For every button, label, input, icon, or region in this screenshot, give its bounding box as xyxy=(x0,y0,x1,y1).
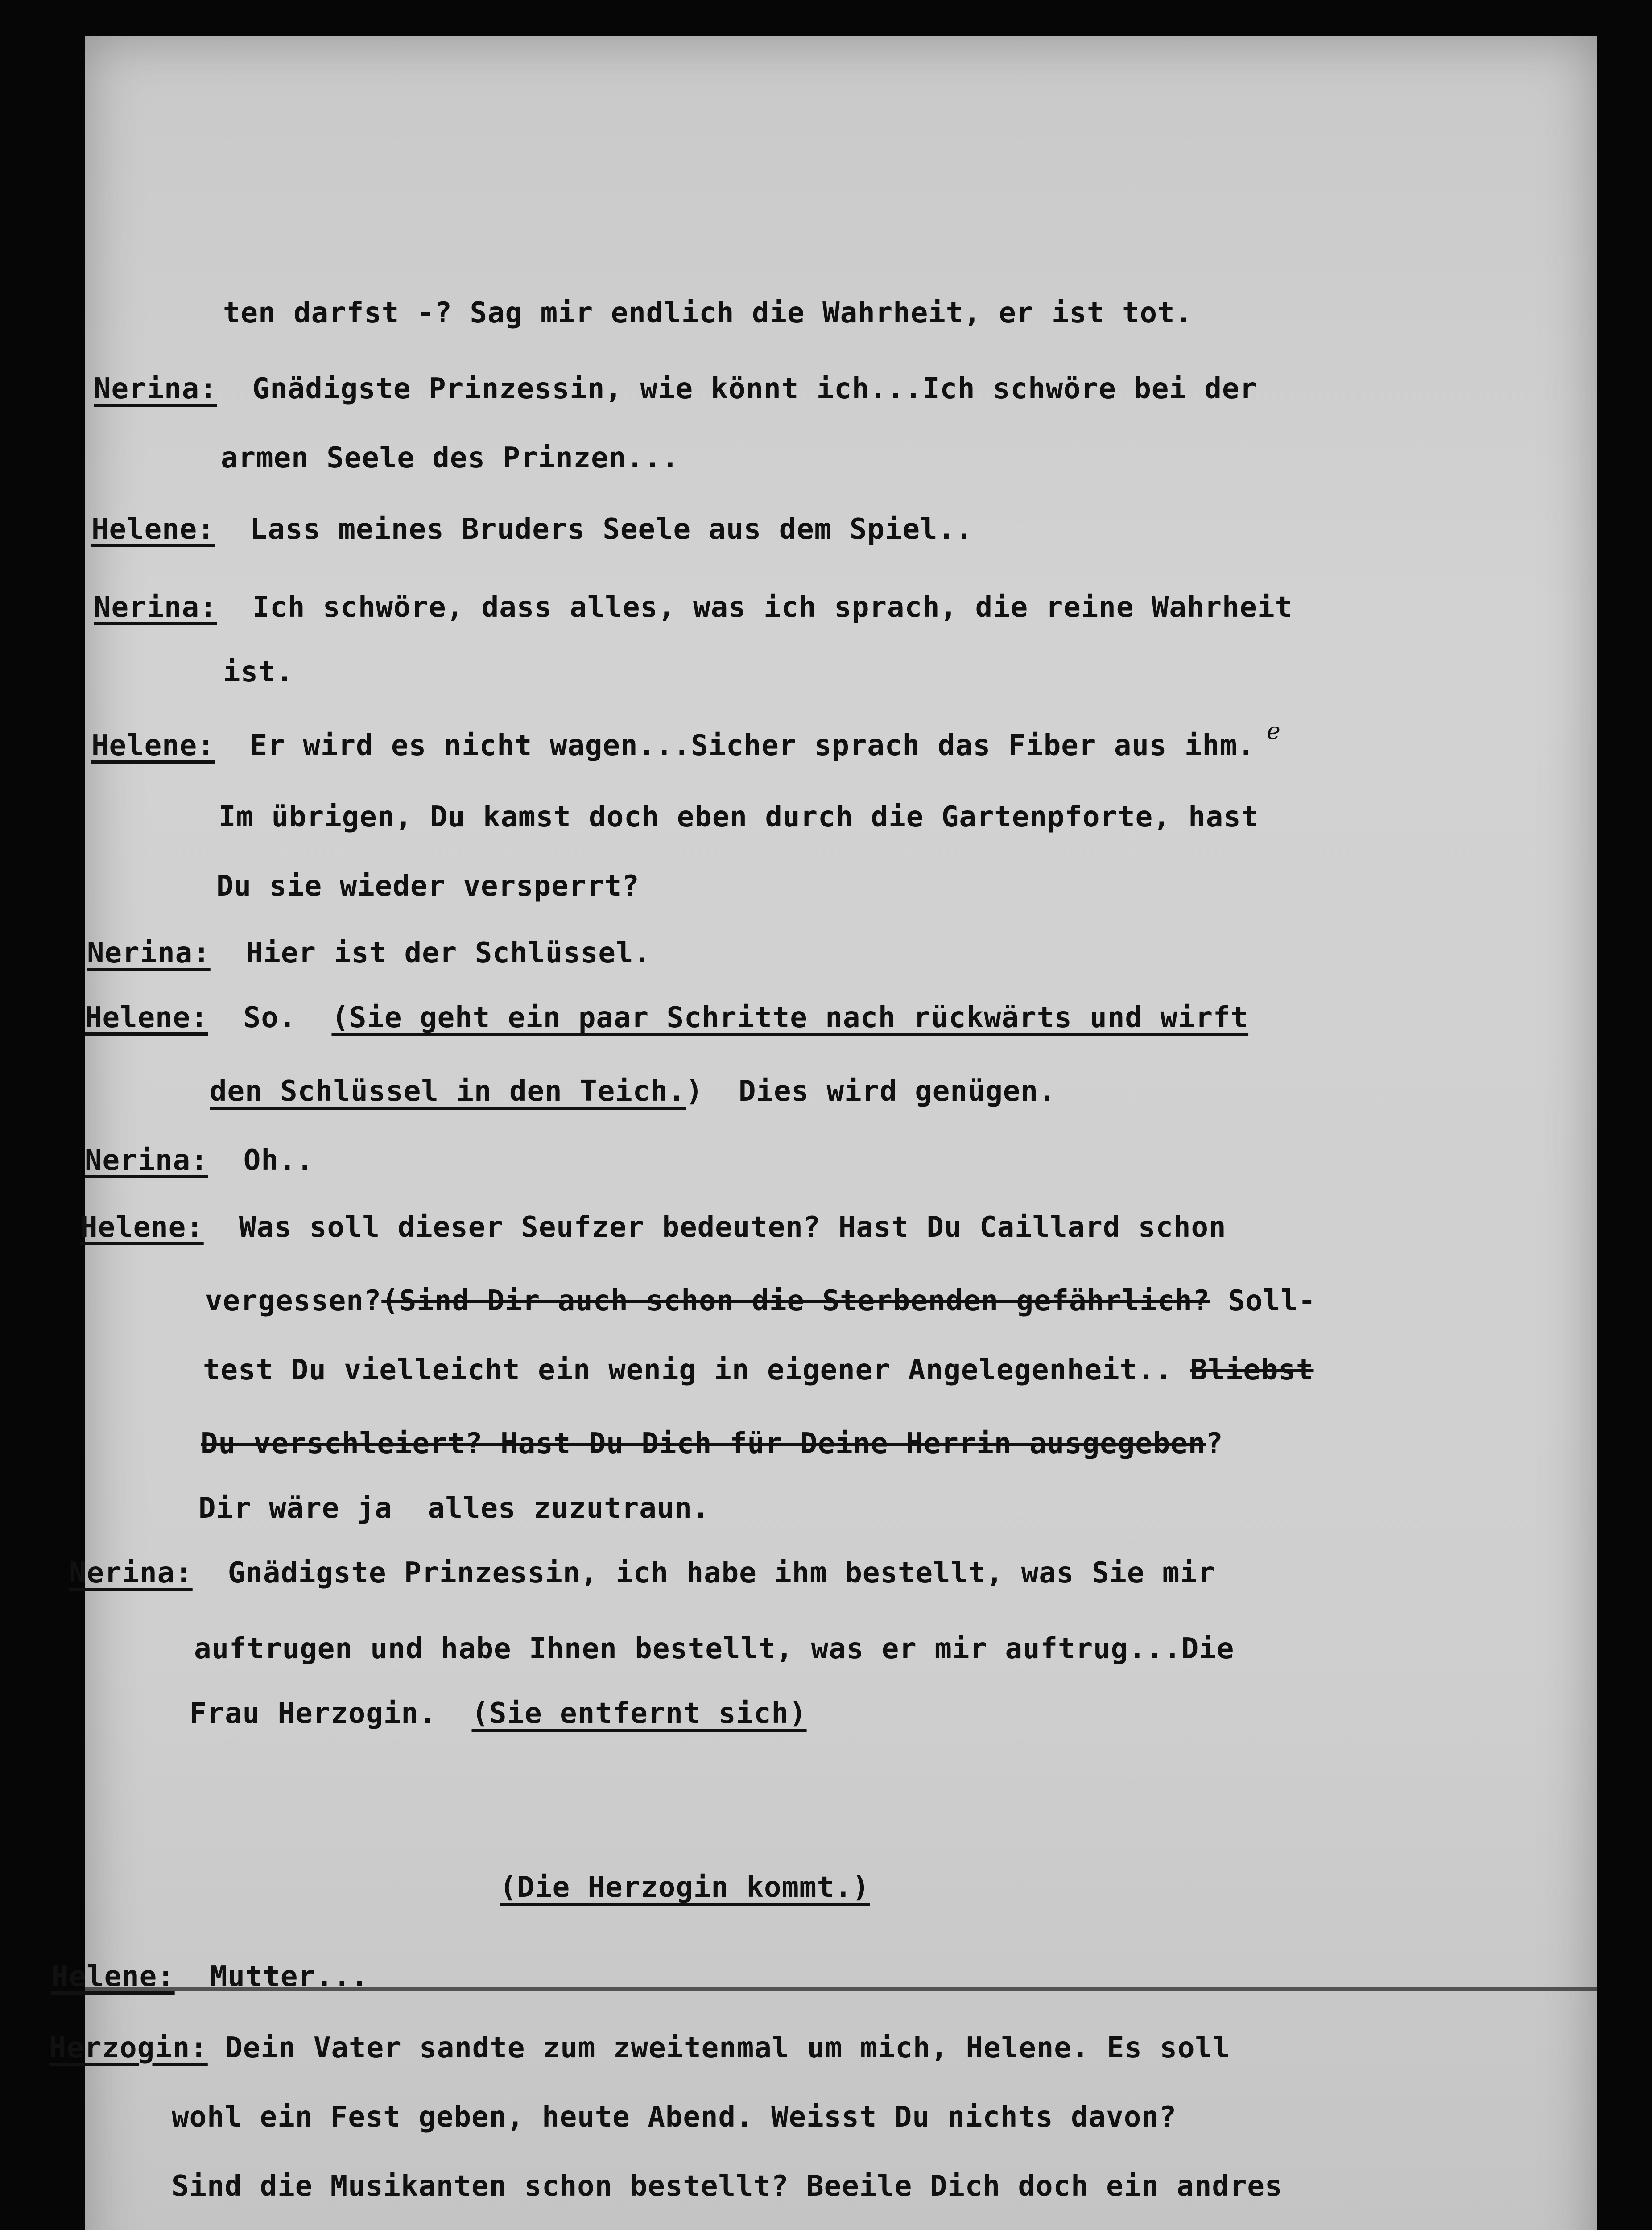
text-line xyxy=(223,656,294,689)
speaker-name: Helene: xyxy=(91,513,215,546)
stage-direction: (Die Herzogin kommt.) xyxy=(500,1871,870,1904)
line-text: Du sie wieder versperrt? xyxy=(216,870,640,903)
speaker-name: Nerina: xyxy=(94,372,217,405)
text-line xyxy=(201,1429,1223,1458)
text-line xyxy=(69,1557,1215,1590)
speaker-name: Nerina: xyxy=(69,1557,193,1590)
line-text: auftrugen und habe Ihnen bestellt, was er mir auftrug...Die xyxy=(194,1632,1235,1665)
text-line xyxy=(216,870,640,903)
text-line xyxy=(190,1699,807,1728)
text-line xyxy=(94,372,1258,405)
line-text: ten darfst -? Sag mir endlich die Wahrheit, er ist tot. xyxy=(223,297,1193,330)
text-line xyxy=(172,2101,1177,2134)
line-text: Hier ist der Schlüssel. xyxy=(210,937,651,970)
line-text: Lass meines Bruders Seele aus dem Spiel.. xyxy=(215,513,973,546)
text-line xyxy=(221,442,679,475)
line-text: So. xyxy=(208,1001,332,1034)
line-text: Sind die Musikanten schon bestellt? Beeile Dich doch ein andres xyxy=(172,2170,1283,2203)
text-line xyxy=(91,515,973,544)
line-text: Mutter... xyxy=(174,1960,369,1993)
line-text: Oh.. xyxy=(208,1144,314,1177)
line-text: Soll- xyxy=(1210,1284,1316,1317)
text-line xyxy=(205,1284,1316,1317)
line-text: Dir wäre ja alles zuzutraun. xyxy=(198,1492,710,1525)
text-line xyxy=(172,2172,1282,2201)
speaker-name: Helene: xyxy=(80,1211,204,1244)
line-text: ? xyxy=(1206,1427,1223,1460)
line-text: Ich schwöre, dass alles, was ich sprach, die reine Wahrheit xyxy=(217,591,1293,624)
line-text: Im übrigen, Du kamst doch eben durch die Gartenpforte, hast xyxy=(219,801,1259,834)
text-line xyxy=(198,1494,710,1523)
line-text: Gnädigste Prinzessin, ich habe ihm bestellt, was Sie mir xyxy=(192,1557,1215,1590)
text-line xyxy=(80,1213,1227,1242)
line-text: ) Dies wird genügen. xyxy=(686,1075,1056,1108)
text-line xyxy=(210,1077,1056,1106)
line-text: Frau Herzogin. xyxy=(190,1697,472,1730)
speaker-name: Helene: xyxy=(85,1001,208,1034)
line-text: Gnädigste Prinzessin, wie könnt ich...Ich schwöre bei der xyxy=(217,372,1258,405)
speaker-name: Helene: xyxy=(91,729,215,762)
struck-text: (Sind Dir auch schon die Sterbenden gefährlich? xyxy=(381,1284,1210,1317)
line-text: test Du vielleicht ein wenig in eigener Angelegenheit.. xyxy=(203,1354,1190,1387)
text-line xyxy=(49,2032,1231,2065)
text-line xyxy=(203,1354,1314,1387)
line-text: Was soll dieser Seufzer bedeuten? Hast Du Caillard schon xyxy=(203,1211,1227,1244)
stage-direction: (Sie entfernt sich) xyxy=(471,1697,807,1730)
line-text: wohl ein Fest geben, heute Abend. Weisst Du nichts davon? xyxy=(172,2101,1177,2134)
text-line xyxy=(194,1632,1235,1665)
stage-direction: den Schlüssel in den Teich. xyxy=(210,1075,686,1108)
text-line xyxy=(85,1146,314,1175)
line-text: Er wird es nicht wagen...Sicher sprach das Fiber aus ihm. xyxy=(215,729,1256,762)
stage-direction xyxy=(500,1873,870,1902)
text-line xyxy=(223,297,1193,330)
speaker-name: Nerina: xyxy=(85,1144,208,1177)
text-line xyxy=(219,801,1259,834)
speaker-name: Helene: xyxy=(51,1960,175,1993)
struck-text: Du verschleiert? Hast Du Dich für Deine Herrin ausgegeben xyxy=(201,1427,1206,1460)
handwritten-insertion: e xyxy=(1267,718,1280,745)
text-line xyxy=(94,593,1293,622)
speaker-name: Herzogin: xyxy=(49,2032,208,2065)
text-line xyxy=(91,731,1255,760)
line-text: Dein Vater sandte zum zweitenmal um mich, Helene. Es soll xyxy=(207,2032,1231,2065)
speaker-name: Nerina: xyxy=(94,591,217,624)
struck-text: Bliebst xyxy=(1190,1354,1314,1387)
stage-direction: (Sie geht ein paar Schritte nach rückwärts und wirft xyxy=(331,1001,1249,1034)
text-line xyxy=(85,1001,1249,1034)
line-text: armen Seele des Prinzen... xyxy=(221,442,679,475)
text-line xyxy=(87,937,651,970)
text-line xyxy=(51,1962,369,1991)
line-text: vergessen? xyxy=(205,1284,382,1317)
typescript-page xyxy=(49,36,1597,2230)
speaker-name: Nerina: xyxy=(87,937,211,970)
line-text: ist. xyxy=(223,656,294,689)
